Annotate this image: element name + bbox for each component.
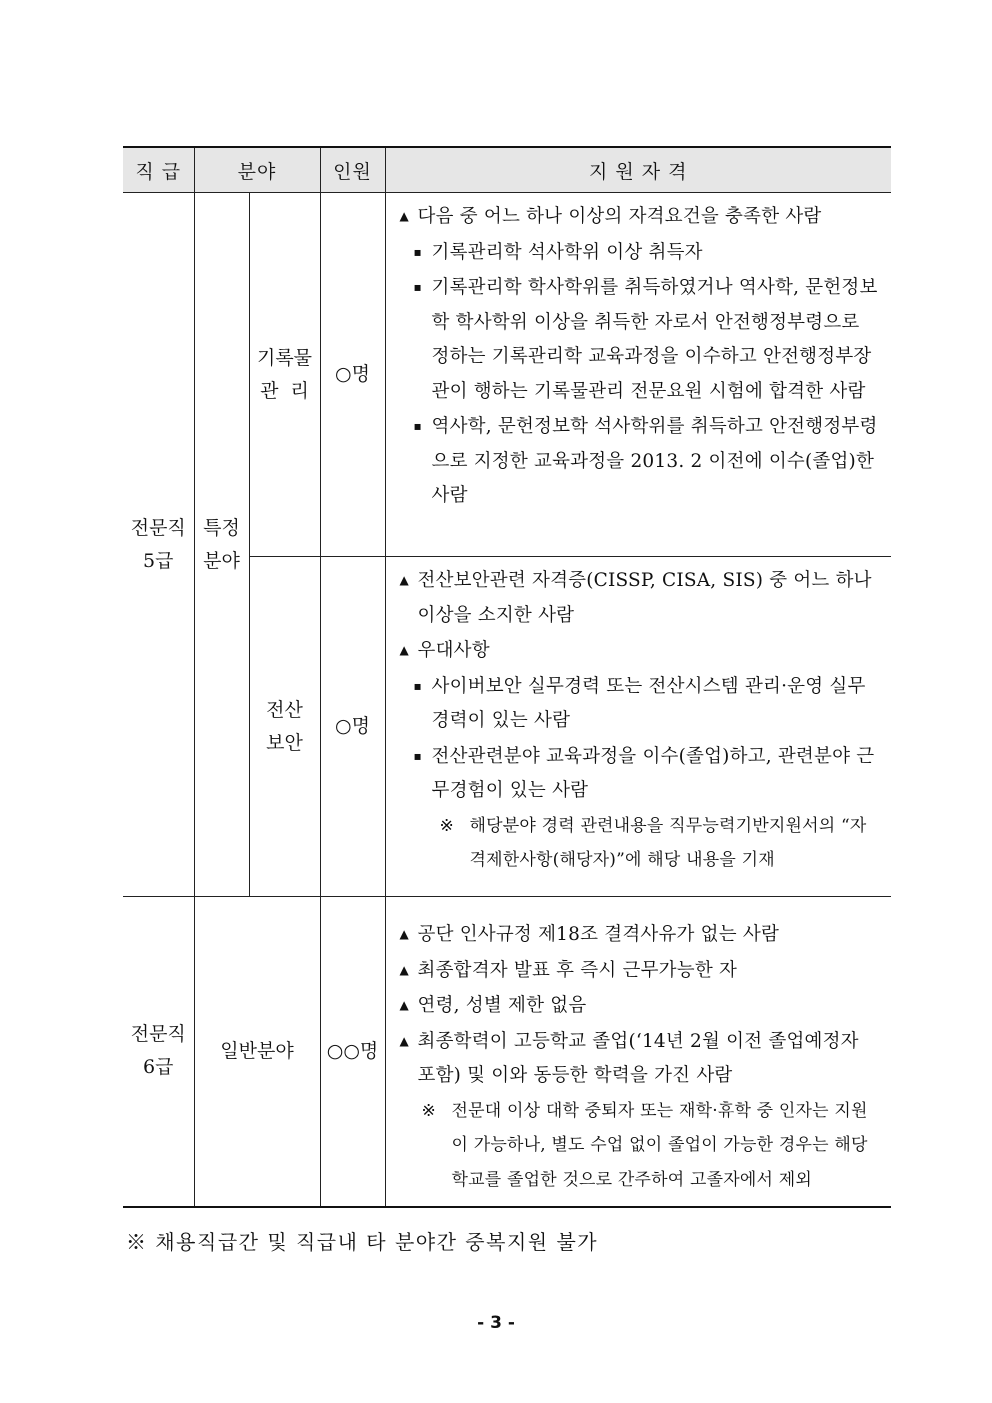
- list-item: ▲ 연령, 성별 제한 없음: [400, 988, 880, 1024]
- list-item: ▪ 사이버보안 실무경력 또는 전산시스템 관리·운영 실무경력이 있는 사람: [400, 669, 880, 739]
- qualification-cell: [385, 897, 891, 1207]
- square-bullet-icon: ▪: [413, 678, 422, 693]
- header-qualification: 지 원 자 격: [385, 147, 891, 193]
- count-cell: ○○명: [320, 897, 385, 1207]
- reference-mark-icon: ※: [421, 1100, 436, 1121]
- triangle-marker-icon: ▲: [399, 1033, 409, 1048]
- list-item: ▪ 기록관리학 석사학위 이상 취득자: [400, 235, 880, 271]
- square-bullet-icon: ▪: [413, 419, 422, 433]
- table-header-row: [123, 147, 891, 193]
- recruitment-qualification-table: [123, 146, 891, 1208]
- triangle-marker-icon: ▲: [399, 643, 409, 657]
- list-item: ▲ 우대사항: [400, 633, 880, 669]
- field-cell: 일반분야: [194, 897, 320, 1207]
- reference-mark-icon: ※: [439, 815, 454, 836]
- qualification-cell: [385, 193, 891, 557]
- list-item: ▲ 최종학력이 고등학교 졸업(‘14년 2월 이전 졸업예정자 포함) 및 이와 동등한 학력을 가진 사람: [400, 1024, 880, 1094]
- table-row: [123, 897, 891, 1207]
- list-item: ▪ 전산관련분야 교육과정을 이수(졸업)하고, 관련분야 근무경험이 있는 사람: [400, 739, 880, 809]
- list-item: ▪ 역사학, 문헌정보학 석사학위를 취득하고 안전행정부령으로 지정한 교육과정을 2013. 2 이전에 이수(졸업)한 사람: [400, 409, 880, 514]
- triangle-marker-icon: ▲: [399, 998, 409, 1012]
- duplicate-application-note: ※ 채용직급간 및 직급내 타 분야간 중복지원 불가: [126, 1230, 599, 1254]
- sub-field-line2: 보안: [266, 731, 303, 754]
- count-cell: ○명: [320, 557, 385, 897]
- list-item: ※ 전문대 이상 대학 중퇴자 또는 재학·휴학 중 인자는 지원이 가능하나, 별도 수업 없이 졸업이 가능한 경우는 해당학교를 졸업한 것으로 간주하여 고졸자에서 제외: [400, 1094, 880, 1198]
- sub-field-line1: 기록물: [256, 346, 313, 369]
- field-group-line1: 특정: [203, 516, 240, 539]
- page-number: - 3 -: [477, 1313, 515, 1333]
- sub-field-cell: [249, 557, 320, 897]
- triangle-marker-icon: ▲: [399, 573, 409, 587]
- count-cell: ○명: [320, 193, 385, 557]
- triangle-marker-icon: ▲: [399, 927, 409, 941]
- square-bullet-icon: ▪: [413, 244, 422, 259]
- triangle-marker-icon: ▲: [399, 962, 409, 977]
- list-item: ※ 해당분야 경력 관련내용을 직무능력기반지원서의 “자격제한사항(해당자)”에 해당 내용을 기재: [400, 809, 880, 878]
- grade-line1: 전문직: [130, 1023, 186, 1046]
- grade-line2: 6급: [143, 1056, 174, 1079]
- qualification-cell: [385, 557, 891, 897]
- table-row: [123, 193, 891, 557]
- list-item: ▪ 기록관리학 학사학위를 취득하였거나 역사학, 문헌정보학 학사학위 이상을 취득한 자로서 안전행정부령으로 정하는 기록관리학 교육과정을 이수하고 안전행정부장관이 행하는 기록물관리 전문요원 시험에 합격한 사람: [400, 270, 880, 409]
- sub-field-line1: 전산: [266, 698, 303, 721]
- list-item: ▲ 다음 중 어느 하나 이상의 자격요건을 충족한 사람: [400, 199, 880, 235]
- grade-cell-5: [123, 193, 194, 897]
- list-item: ▲ 전산보안관련 자격증(CISSP, CISA, SIS) 중 어느 하나 이상을 소지한 사람: [400, 563, 880, 633]
- field-group-cell: [194, 193, 249, 897]
- grade-line1: 전문직: [130, 516, 186, 539]
- square-bullet-icon: ▪: [413, 748, 422, 763]
- sub-field-cell: [249, 193, 320, 557]
- list-item: ▲ 최종합격자 발표 후 즉시 근무가능한 자: [400, 953, 880, 989]
- header-count: 인원: [320, 147, 385, 193]
- header-grade: 직 급: [123, 147, 194, 193]
- field-group-line2: 분야: [203, 549, 240, 572]
- grade-line2: 5급: [143, 549, 174, 572]
- list-item: ▲ 공단 인사규정 제18조 결격사유가 없는 사람: [400, 917, 880, 953]
- sub-field-line2: 관 리: [260, 379, 309, 402]
- grade-cell-6: [123, 897, 194, 1207]
- triangle-marker-icon: ▲: [399, 209, 409, 223]
- square-bullet-icon: ▪: [413, 280, 422, 294]
- header-field: 분야: [194, 147, 320, 193]
